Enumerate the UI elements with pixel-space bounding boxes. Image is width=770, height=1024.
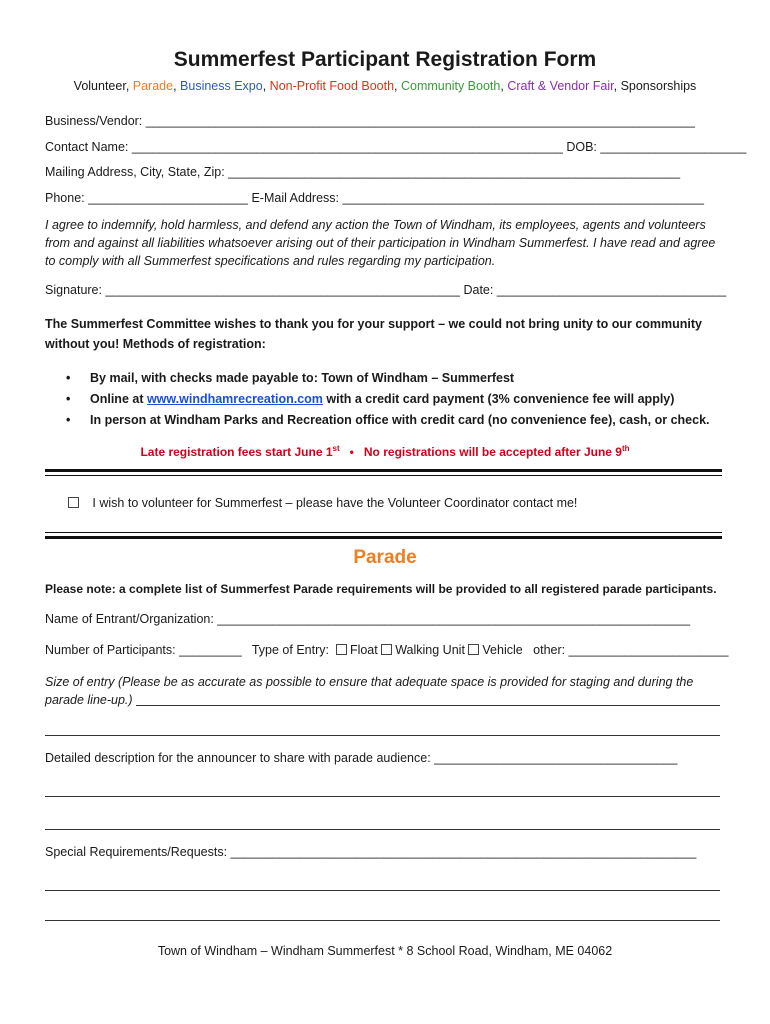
subtitle-categories — [0, 79, 770, 93]
walking-unit-label: Walking Unit — [395, 643, 465, 657]
size-entry-label-cont: parade line-up.) — [45, 693, 133, 707]
special-requests-blank-line[interactable] — [45, 890, 720, 891]
subtitle-part: , Sponsorships — [613, 79, 697, 93]
late-notice-bullet: • — [349, 445, 354, 459]
subtitle-craft-fair: Craft & Vendor Fair — [507, 79, 614, 93]
form-title: Summerfest Participant Registration Form — [173, 48, 597, 71]
participants-field[interactable]: Number of Participants: _________ — [45, 643, 242, 657]
subtitle-parade: Parade — [132, 79, 174, 93]
other-field[interactable]: other: _______________________ — [533, 643, 729, 657]
subtitle-part: , — [394, 79, 401, 93]
section-divider-thick — [45, 536, 722, 539]
subtitle-part: , — [173, 79, 181, 93]
entry-type-label: Type of Entry: — [251, 643, 329, 657]
special-requests-blank-line[interactable] — [45, 920, 720, 921]
late-fee-sup: st — [332, 444, 340, 453]
parade-section-title: Parade — [353, 547, 417, 568]
parade-note: Please note: a complete list of Summerfest Parade requirements will be provided to all registered parade participants. — [45, 582, 717, 596]
business-vendor-field[interactable]: Business/Vendor: _______________________________________________________________________________ — [45, 114, 695, 128]
float-label: Float — [349, 643, 378, 657]
volunteer-checkbox[interactable] — [68, 497, 79, 508]
description-field[interactable]: Detailed description for the announcer to share with parade audience: ___________________________________ — [45, 751, 678, 765]
description-blank-line[interactable] — [45, 829, 720, 830]
late-fee-text: Late registration fees start June 1 — [140, 445, 333, 459]
mailing-address-field[interactable]: Mailing Address, City, State, Zip: _________________________________________________________________ — [45, 165, 681, 179]
volunteer-label: I wish to volunteer for Summerfest – please have the Volunteer Coordinator contact me! — [92, 496, 578, 510]
deadline-sup: th — [621, 444, 630, 453]
signature-date-field[interactable]: Signature: ___________________________________________________ Date: _________________________________ — [45, 283, 727, 297]
size-entry-blank[interactable] — [136, 705, 720, 706]
section-divider-thin — [45, 475, 722, 476]
thanks-text: The Summerfest Committee wishes to thank you for your support – we could not bring unity to our community without you! Methods of registration: — [45, 317, 702, 351]
windham-recreation-link[interactable]: www.windhamrecreation.com — [146, 392, 323, 406]
late-registration-notice — [0, 444, 770, 459]
subtitle-community-booth: Community Booth — [401, 79, 501, 93]
footer-address: Town of Windham – Windham Summerfest * 8 School Road, Windham, ME 04062 — [157, 944, 613, 958]
special-requests-field[interactable]: Special Requirements/Requests: ___________________________________________________________________ — [45, 845, 697, 859]
subtitle-business-expo: Business Expo — [180, 79, 263, 93]
subtitle-food-booth: Non-Profit Food Booth — [269, 79, 395, 93]
size-entry-blank-line[interactable] — [45, 735, 720, 736]
entrant-name-field[interactable]: Name of Entrant/Organization: ____________________________________________________________________ — [45, 612, 691, 626]
method-mail: • By mail, with checks made payable to: Town of Windham – Summerfest — [62, 368, 710, 389]
contact-name-field[interactable]: Contact Name: ______________________________________________________________ DOB: _____________________ — [45, 140, 747, 154]
vehicle-label: Vehicle — [482, 643, 523, 657]
section-divider-thin — [45, 532, 722, 533]
method-in-person: • In person at Windham Parks and Recreation office with credit card (no convenience fee), cash, or check. — [62, 410, 710, 431]
subtitle-part: , — [500, 79, 508, 93]
online-prefix: Online at — [90, 392, 147, 406]
float-checkbox[interactable] — [336, 644, 347, 655]
method-online — [62, 389, 710, 410]
size-entry-label: Size of entry (Please be as accurate as possible to ensure that adequate space is provided for staging and during the — [45, 675, 694, 689]
subtitle-part: , — [262, 79, 270, 93]
volunteer-option[interactable] — [68, 496, 577, 510]
phone-email-field[interactable]: Phone: _______________________ E-Mail Address: ____________________________________________________ — [45, 191, 704, 205]
section-divider-thick — [45, 469, 722, 472]
subtitle-part: Volunteer — [73, 79, 126, 93]
description-blank-line[interactable] — [45, 796, 720, 797]
online-suffix: with a credit card payment (3% convenience fee will apply) — [322, 392, 675, 406]
deadline-text: No registrations will be accepted after June 9 — [363, 445, 622, 459]
agreement-text: I agree to indemnify, hold harmless, and defend any action the Town of Windham, its employees, agents and volunteers from and against all liabilities whatsoever arising out of their participation in Windham Summerfest. I have read and agree to comply with all Summerfest specifications and rules regarding my participation. — [45, 218, 716, 268]
vehicle-checkbox[interactable] — [468, 644, 479, 655]
entry-details-row — [45, 643, 728, 657]
subtitle-part: , — [125, 79, 133, 93]
registration-methods-list — [62, 368, 710, 431]
walking-unit-checkbox[interactable] — [381, 644, 392, 655]
